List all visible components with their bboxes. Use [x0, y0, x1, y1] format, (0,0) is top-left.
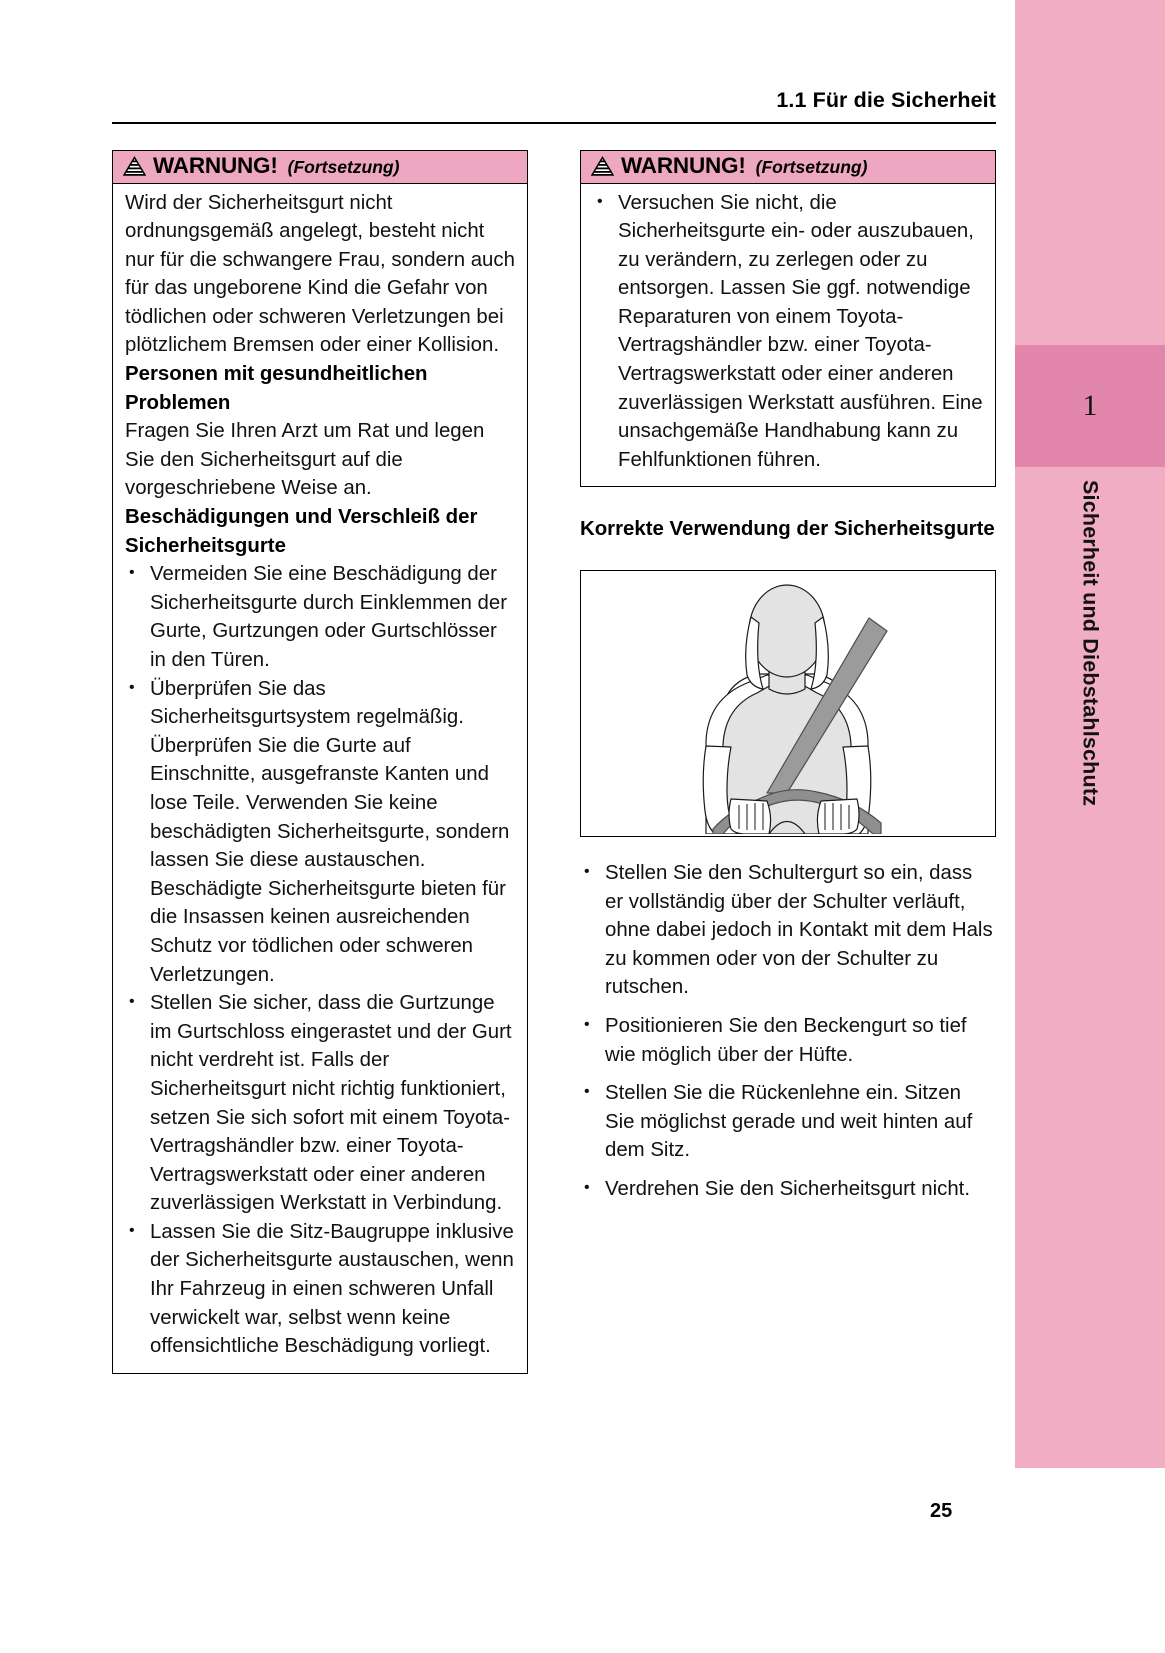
list-item: • Stellen Sie die Rückenlehne ein. Sitzen Sie möglichst gerade und weit hinten auf dem Sitz. [580, 1079, 996, 1165]
warning-box-left [112, 150, 528, 1374]
correct-use-bullet-list [580, 859, 996, 1204]
warning-triangle-icon [123, 156, 146, 176]
warning-bullet-list-right [593, 189, 983, 475]
warning-box-header [113, 151, 527, 184]
warning-box-body [113, 184, 527, 1373]
seatbelt-illustration-figure [580, 570, 996, 837]
warning-label: WARNUNG! [621, 153, 746, 178]
list-item: • Versuchen Sie nicht, die Sicherheitsgurte ein- oder auszubauen, zu verändern, zu zerlegen oder zu entsorgen. Lassen Sie ggf. notwendige Reparaturen von einem Toyota-Vertragshändler bzw. einer Toyota-Vertragswerkstatt oder einer anderen zuverlässigen Werkstatt ausführen. Eine unsachgemäße Handhabung kann zu Fehlfunktionen führen. [593, 189, 983, 475]
warning-paragraph-health: Fragen Sie Ihren Arzt um Rat und legen Sie den Sicherheitsgurt auf die vorgeschriebene Weise an. [125, 420, 485, 500]
warning-box-header [581, 151, 995, 184]
warning-box-body [581, 184, 995, 487]
chapter-title-text: Sicherheit und Diebstahlschutz [1078, 480, 1103, 807]
warning-continuation-label: (Fortsetzung) [287, 156, 400, 177]
page-number: 25 [930, 1500, 953, 1522]
warning-label: WARNUNG! [153, 153, 278, 178]
list-item: • Überprüfen Sie das Sicherheitsgurtsystem regelmäßig. Überprüfen Sie die Gurte auf Einschnitte, ausgefranste Kanten und lose Teile. Verwenden Sie keine beschädigten Sicherheitsgurte, sondern lassen Sie diese austauschen. Beschädigte Sicherheitsgurte bieten für die Insassen keinen ausreichenden Schutz vor tödlichen oder schweren Verletzungen. [125, 675, 515, 990]
list-item: • Positionieren Sie den Beckengurt so tief wie möglich über der Hüfte. [580, 1012, 996, 1069]
chapter-number-block [1015, 345, 1165, 467]
warning-triangle-icon [591, 156, 614, 176]
chapter-number: 1 [1082, 389, 1098, 422]
warning-continuation-label: (Fortsetzung) [755, 156, 868, 177]
page-title: 1.1 Für die Sicherheit [776, 88, 996, 112]
header-divider [112, 122, 996, 124]
warning-subheading-health: Personen mit gesundheitlichen Problemen [125, 363, 428, 414]
list-item: • Stellen Sie sicher, dass die Gurtzunge im Gurtschloss eingerastet und der Gurt nicht verdreht ist. Falls der Sicherheitsgurt nicht richtig funktioniert, setzen Sie sich sofort mit einem Toyota-Vertragshändler bzw. einer Toyota-Vertragswerkstatt oder einer anderen zuverlässigen Werkstatt in Verbindung. [125, 989, 515, 1218]
seated-occupant-wearing-seatbelt-illustration [581, 571, 993, 834]
warning-box-right [580, 150, 996, 487]
warning-bullet-list-left [125, 560, 515, 1361]
page-header [112, 88, 996, 113]
section-heading-correct-use: Korrekte Verwendung der Sicherheitsgurte [580, 518, 995, 541]
list-item: • Verdrehen Sie den Sicherheitsgurt nicht. [580, 1175, 996, 1204]
warning-intro-paragraph: Wird der Sicherheitsgurt nicht ordnungsgemäß angelegt, besteht nicht nur für die schwangere Frau, sondern auch für das ungeborene Kind die Gefahr von tödlichen oder schweren Verletzungen bei plötzlichem Bremsen oder einer Kollision. [125, 191, 515, 357]
warning-subheading-damage: Beschädigungen und Verschleiß der Sicherheitsgurte [125, 506, 478, 557]
list-item: • Vermeiden Sie eine Beschädigung der Sicherheitsgurte durch Einklemmen der Gurte, Gurtzungen oder Gurtschlösser in den Türen. [125, 560, 515, 674]
chapter-edge-tab [1015, 0, 1165, 1468]
left-column [112, 150, 528, 1374]
right-column [580, 150, 996, 1214]
list-item: • Lassen Sie die Sitz-Baugruppe inklusive der Sicherheitsgurte austauschen, wenn Ihr Fahrzeug in einen schweren Unfall verwickelt war, selbst wenn keine offensichtliche Beschädigung vorliegt. [125, 1218, 515, 1361]
chapter-title-vertical [1015, 480, 1165, 1100]
list-item: • Stellen Sie den Schultergurt so ein, dass er vollständig über der Schulter verläuft, ohne dabei jedoch in Kontakt mit dem Hals zu kommen oder von der Schulter zu rutschen. [580, 859, 996, 1002]
